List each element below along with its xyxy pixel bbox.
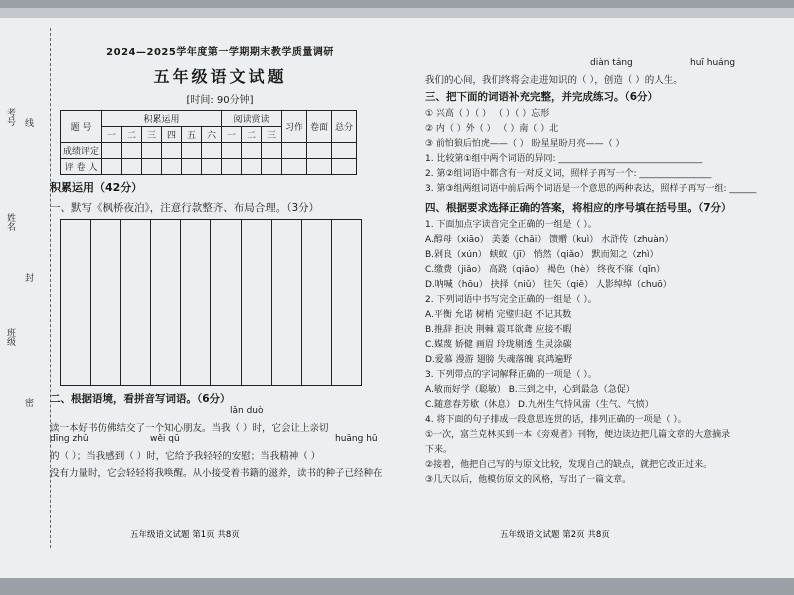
passage-line: 读一本好书仿佛结交了一个知心朋友。当我（ ）时，它会让上亲切: [50, 423, 329, 434]
choice-question-2: 2. 下列词语中书写完全正确的一组是（ ）。: [425, 295, 597, 305]
score-table-num: 四: [162, 127, 182, 143]
grid-column: [302, 220, 332, 385]
choice-option: B.推辞 拒决 荆棘 震耳欲聋 应接不暇: [425, 325, 572, 335]
right-page: [425, 58, 770, 485]
choice-option: A.醇母（xiāo） 美萎（chāi） 馈赠（kuì） 水浒传（zhuàn）: [425, 235, 674, 245]
page-footer-right: 五年级语文试题 第2页 共8页: [500, 530, 610, 540]
pinyin-row: [50, 406, 390, 417]
score-cell: [242, 159, 262, 175]
score-cell: [262, 143, 282, 159]
margin-label-kaohao: 考号: [5, 108, 15, 126]
passage-line: 的（ ）；当我感到（ ）时，它给予我轻轻的安慰；当我精神（ ）: [50, 451, 321, 462]
score-table: [60, 110, 357, 175]
choice-option: C.媒蔑 娇健 画眉 玲珑剔透 生灵涂碳: [425, 340, 572, 350]
score-table-group1-header: 积累运用: [102, 111, 222, 127]
margin-label-xian: 线: [23, 118, 33, 127]
pinyin-row: [425, 58, 770, 69]
grid-column: [61, 220, 91, 385]
score-cell: [182, 159, 202, 175]
score-cell: [202, 143, 222, 159]
choice-option: A.敏而好学（聪敏） B.三到之中，心到最急（急促）: [425, 385, 635, 395]
margin-label-mi: 密: [23, 398, 33, 407]
pinyin: wěi qū: [150, 434, 180, 444]
grid-column: [211, 220, 241, 385]
score-cell: [122, 159, 142, 175]
choice-option: C.随意春芳歇（休息） D.九州生气恃风雷（生气、气愤）: [425, 400, 654, 410]
pinyin: lǎn duò: [230, 406, 264, 416]
score-cell: [202, 159, 222, 175]
score-cell: [307, 159, 332, 175]
grid-column: [121, 220, 151, 385]
writing-grid: [60, 219, 362, 386]
choice-question-4: 4. 将下面的句子排成一段意思连贯的话，排列正确的一项是（ ）。: [425, 415, 687, 425]
score-table-total-header: 总分: [332, 111, 357, 143]
grid-column: [91, 220, 121, 385]
score-table-num: 一: [222, 127, 242, 143]
pinyin: huāng hū: [335, 434, 378, 444]
score-table-num: 一: [102, 127, 122, 143]
score-cell: [182, 143, 202, 159]
exam-time: [时间: 90分钟]: [186, 95, 254, 106]
page-top-shadow: [0, 8, 794, 18]
word-group-2: ② 内（ ）外（ ） （ ）南（ ）北: [425, 124, 559, 134]
score-cell: [122, 143, 142, 159]
grid-column: [181, 220, 211, 385]
section-heading: 积累运用（42分）: [50, 181, 143, 194]
score-cell: [332, 143, 357, 159]
score-table-topic-header: 题 号: [61, 111, 102, 143]
question-3: 三、把下面的词语补充完整，并完成练习。（6分）: [425, 91, 659, 103]
score-cell: [332, 159, 357, 175]
question-1: 一、默写《枫桥夜泊》，注意行款整齐、布局合理。（3分）: [50, 202, 320, 214]
choice-option: A.平衡 允诺 树梢 完璧归赵 不记其数: [425, 310, 572, 320]
score-cell: [162, 143, 182, 159]
score-cell: [102, 159, 122, 175]
score-table-num: 五: [182, 127, 202, 143]
sentence-option: 下来。: [425, 445, 453, 455]
exam-sheet: [0, 8, 794, 578]
word-group-3: ③ 前怕狼后怕虎——（ ） 盼星星盼月亮——（ ）: [425, 139, 625, 149]
choice-option: C.缴费（jiǎo） 高跷（qiāo） 褐色（hè） 终夜不寐（qǐn）: [425, 265, 666, 275]
choice-option: D.呐喊（hōu） 抉择（niǔ） 往矢（qiē） 人影绰绰（chuō）: [425, 280, 672, 290]
score-table-writing-header: 习作: [282, 111, 307, 143]
pinyin: diàn táng: [590, 58, 633, 68]
score-cell: [222, 159, 242, 175]
page-footer-left: 五年级语文试题 第1页 共8页: [130, 530, 240, 540]
choice-question-3: 3. 下列带点的字词解释正确的一项是（ ）。: [425, 370, 597, 380]
score-cell: [307, 143, 332, 159]
grid-column: [272, 220, 302, 385]
score-table-paper-header: 卷面: [307, 111, 332, 143]
choice-option: D.爱慕 漫游 翅膀 失魂落魄 哀鸿遍野: [425, 355, 573, 365]
score-cell: [282, 143, 307, 159]
margin-label-banji: 班级: [5, 328, 15, 346]
subquestion-3: 3. 第③组两组词语中前后两个词语是一个意思的两种表达，照样子再写一组: ______: [425, 184, 757, 194]
score-cell: [222, 143, 242, 159]
score-cell: [162, 159, 182, 175]
margin-label-xingming: 姓名: [5, 213, 15, 231]
margin-label-feng: 封: [23, 273, 33, 282]
word-group-1: ① 兴高（ ）（ ） （ ）（ ）忘形: [425, 109, 550, 119]
score-table-num: 二: [122, 127, 142, 143]
sentence-option: ②接着，他把自己写的与原文比较，发现自己的缺点，就把它改正过来。: [425, 460, 713, 470]
score-table-row-label: 评 卷 人: [61, 159, 102, 175]
grid-column: [332, 220, 361, 385]
pinyin: dīng zhǔ: [50, 434, 89, 444]
sentence-option: ①一次，富兰克林买到一本《旁观者》刊物，便边读边把几篇文章的大意摘录: [425, 430, 731, 440]
sentence-option: ③几天以后，他模仿原文的风格，写出了一篇文章。: [425, 475, 632, 485]
left-page: [50, 43, 390, 479]
grid-column: [242, 220, 272, 385]
school-title: 2024—2025学年度第一学期期末教学质量调研: [106, 47, 334, 58]
score-table-num: 二: [242, 127, 262, 143]
score-table-num: 三: [262, 127, 282, 143]
choice-option: B.剁良（xún） 蛱蚁（jī） 悄然（qiǎo） 默而知之（zhì）: [425, 250, 659, 260]
score-table-group2-header: 阅读赏读: [222, 111, 282, 127]
score-table-num: 三: [142, 127, 162, 143]
grid-column: [151, 220, 181, 385]
score-cell: [262, 159, 282, 175]
score-table-num: 六: [202, 127, 222, 143]
exam-title: 五年级语文试题: [153, 67, 287, 86]
score-cell: [102, 143, 122, 159]
choice-question-1: 1. 下面加点字读音完全正确的一组是（ ）。: [425, 220, 597, 230]
score-cell: [242, 143, 262, 159]
binding-margin: [0, 28, 51, 548]
score-cell: [282, 159, 307, 175]
subquestion-2: 2. 第②组词语中都含有一对反义词，照样子再写一个: ________________: [425, 169, 712, 179]
score-table-row-label: 成绩评定: [61, 143, 102, 159]
score-cell: [142, 143, 162, 159]
passage-line: 我们的心间，我们终将会走进知识的（ ），创造（ ）的人生。: [425, 75, 683, 86]
subquestion-1: 1. 比较第①组中两个词语的异同: ________________________________: [425, 154, 703, 164]
score-cell: [142, 159, 162, 175]
question-2: 二、根据语境，看拼音写词语。（6分）: [50, 393, 231, 405]
passage-line: 没有力量时，它会轻轻将我唤醒。从小接受着书籍的滋养，读书的种子已经种在: [50, 468, 383, 479]
pinyin: huī huáng: [690, 58, 736, 68]
question-4: 四、根据要求选择正确的答案，将相应的序号填在括号里。（7分）: [425, 202, 732, 214]
pinyin-row: [50, 434, 390, 445]
